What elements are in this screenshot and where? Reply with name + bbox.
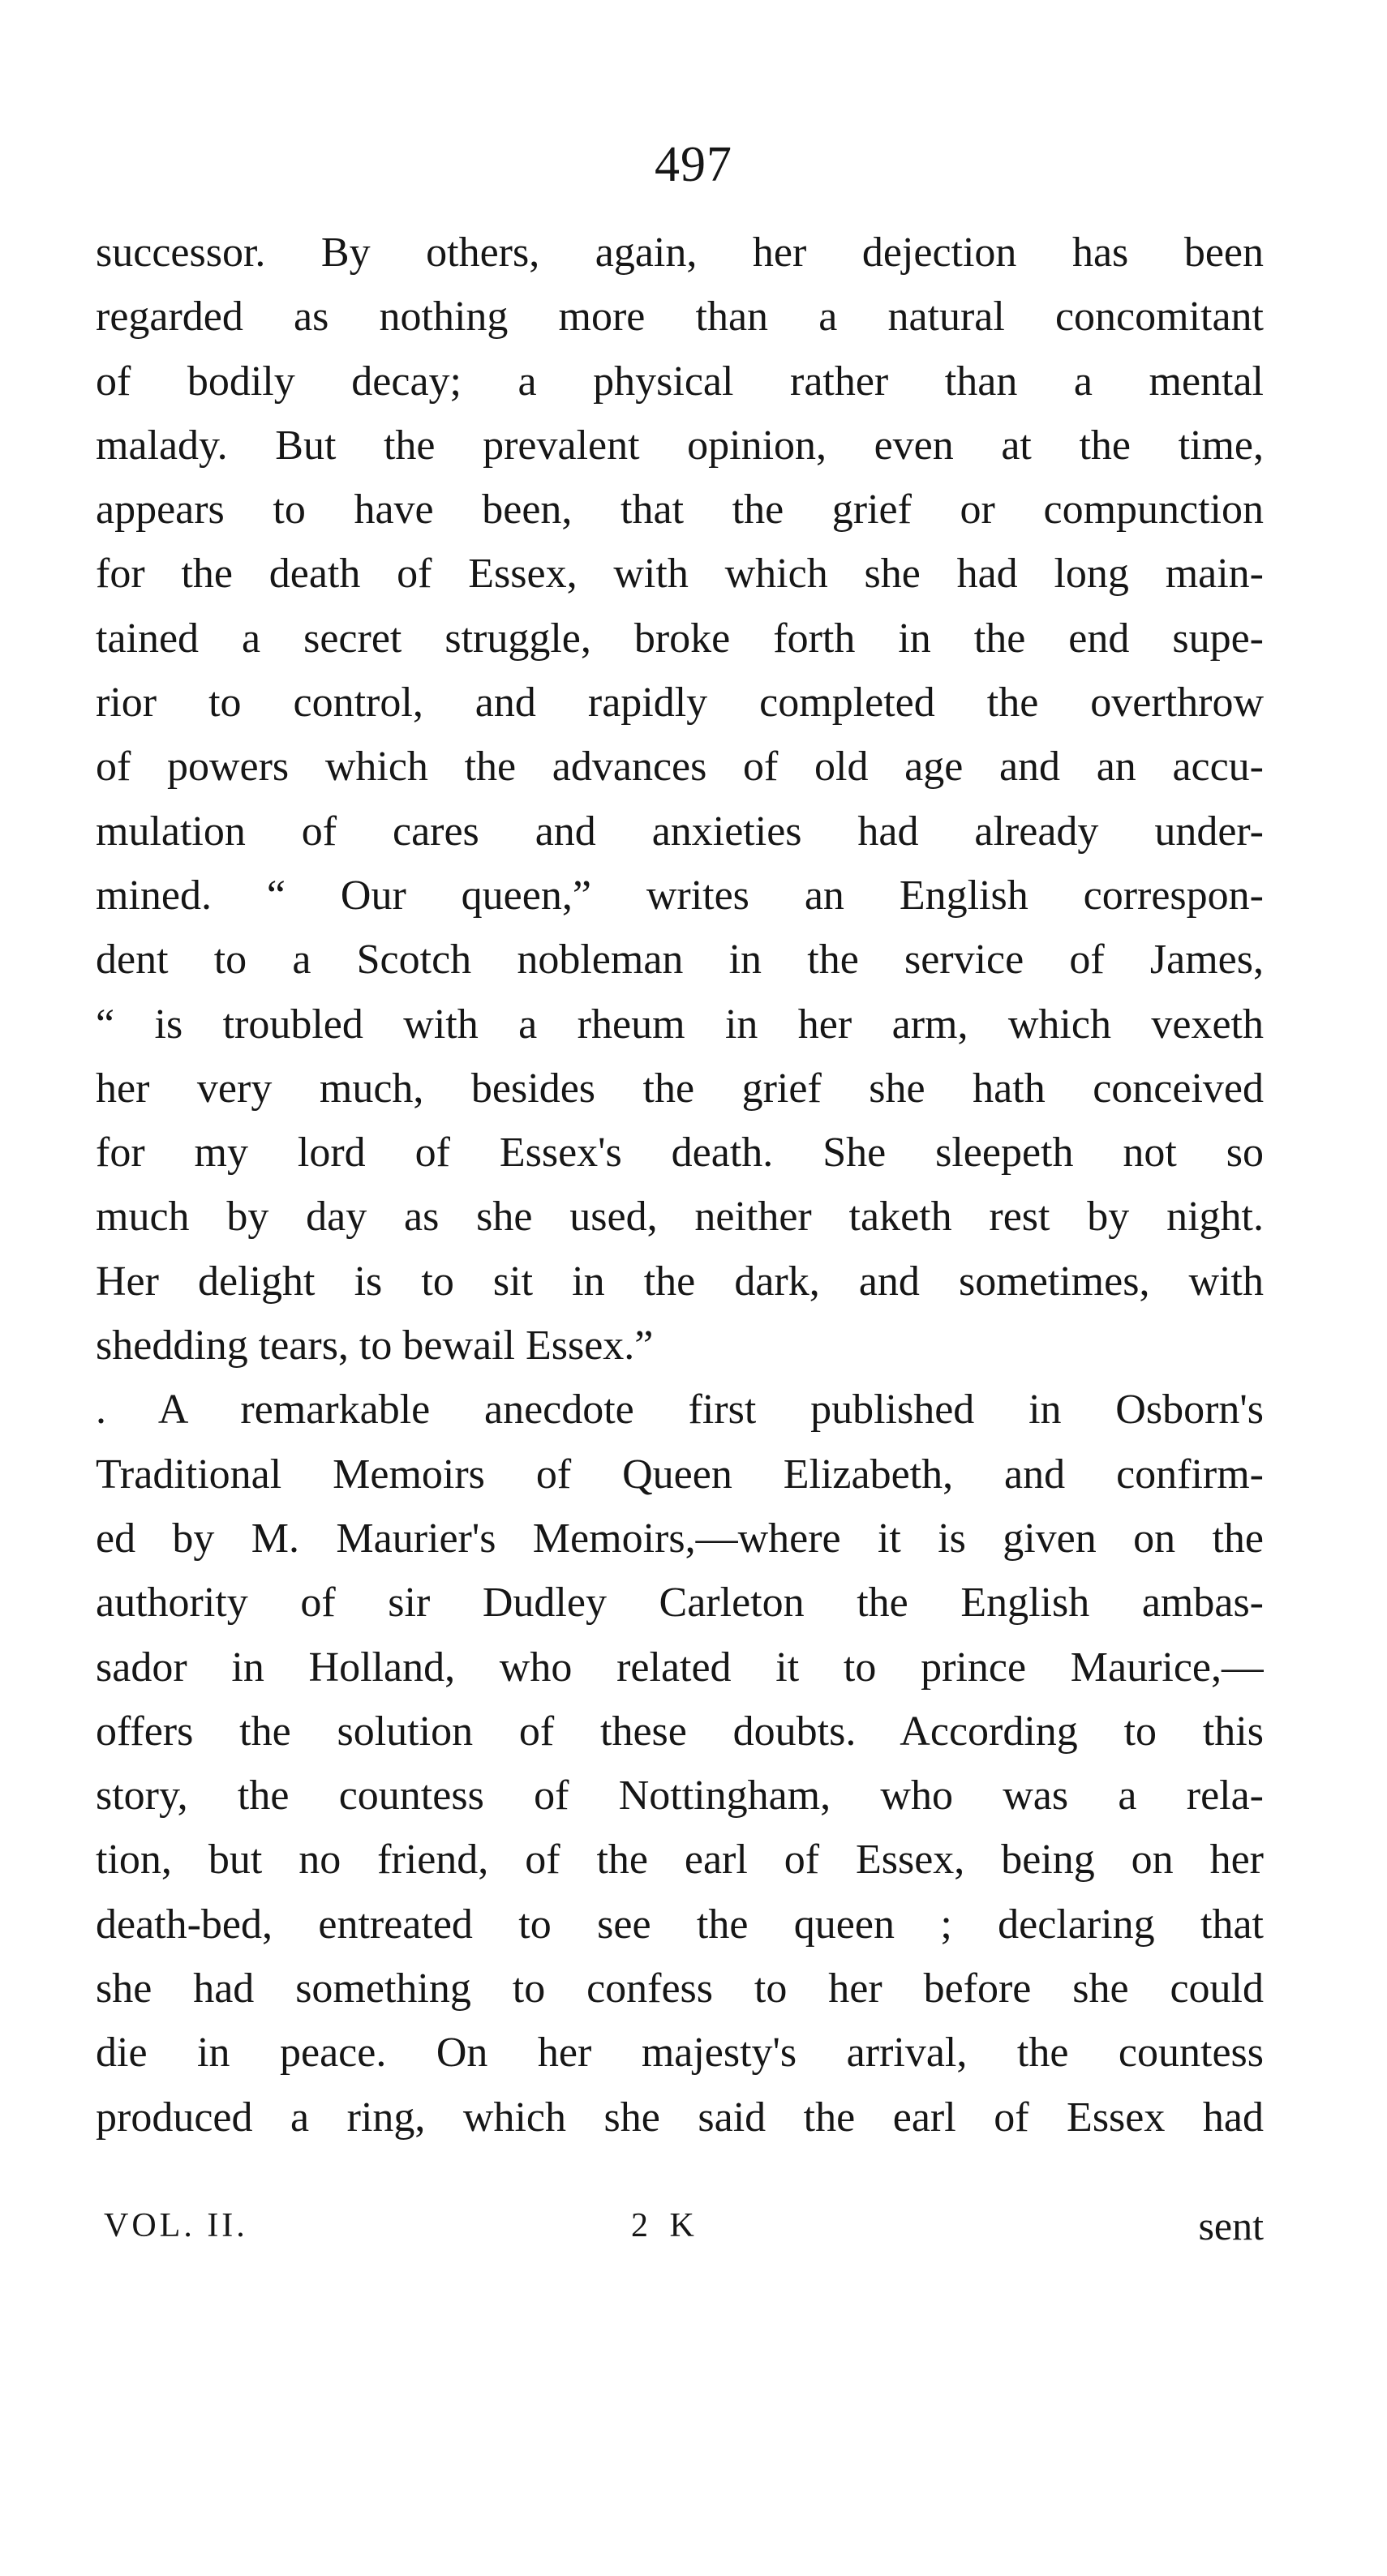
text-line: “ is troubled with a rheum in her arm, which vexeth [96,1001,1264,1048]
text-line: for my lord of Essex's death. She sleepeth not so [96,1129,1264,1177]
text-line: much by day as she used, neither taketh rest by night. [96,1194,1264,1241]
signature-mark: 2 K [631,2207,701,2244]
text-line: tained a secret struggle, broke forth in the end supe- [96,615,1264,662]
text-line: die in peace. On her majesty's arrival, the countess [96,2030,1264,2077]
text-line: of powers which the advances of old age and an accu- [96,744,1264,791]
text-line: for the death of Essex, with which she had long main- [96,551,1264,598]
text-line: her very much, besides the grief she hath conceived [96,1065,1264,1112]
text-line: produced a ring, which she said the earl of Essex had [96,2094,1264,2141]
text-line: successor. By others, again, her dejection has been [96,229,1264,276]
text-line: authority of sir Dudley Carleton the English ambas- [96,1579,1264,1627]
catchword: sent [1198,2203,1264,2248]
text-line: death-bed, entreated to see the queen ; declaring that [96,1901,1264,1948]
text-line: she had something to confess to her before she could [96,1965,1264,2012]
text-line: sador in Holland, who related it to prince Maurice,— [96,1644,1264,1691]
volume-label: VOL. II. [104,2207,248,2244]
text-line: ed by M. Maurier's Memoirs,—where it is given on the [96,1515,1264,1562]
text-line: offers the solution of these doubts. According to this [96,1708,1264,1755]
text-line: story, the countess of Nottingham, who was a rela- [96,1772,1264,1819]
text-line: tion, but no friend, of the earl of Essex, being on her [96,1837,1264,1884]
text-line: dent to a Scotch nobleman in the service of James, [96,937,1264,984]
text-line: rior to control, and rapidly completed the overthrow [96,679,1264,727]
text-line: regarded as nothing more than a natural concomitant [96,294,1264,341]
body-text [96,221,1264,2150]
page-footer [96,2197,1264,2254]
text-line: malady. But the prevalent opinion, even at the time, [96,422,1264,469]
text-line: of bodily decay; a physical rather than a mental [96,358,1264,405]
text-line: shedding tears, to bewail Essex.” [96,1322,654,1369]
text-line: . A remarkable anecdote first published in Osborn's [96,1387,1264,1434]
text-line: mulation of cares and anxieties had already under- [96,808,1264,855]
text-line: Her delight is to sit in the dark, and sometimes, with [96,1258,1264,1305]
page-number: 497 [655,137,732,192]
text-line: mined. “ Our queen,” writes an English correspon- [96,872,1264,919]
text-line: appears to have been, that the grief or compunction [96,486,1264,534]
text-line: Traditional Memoirs of Queen Elizabeth, and confirm- [96,1451,1264,1498]
